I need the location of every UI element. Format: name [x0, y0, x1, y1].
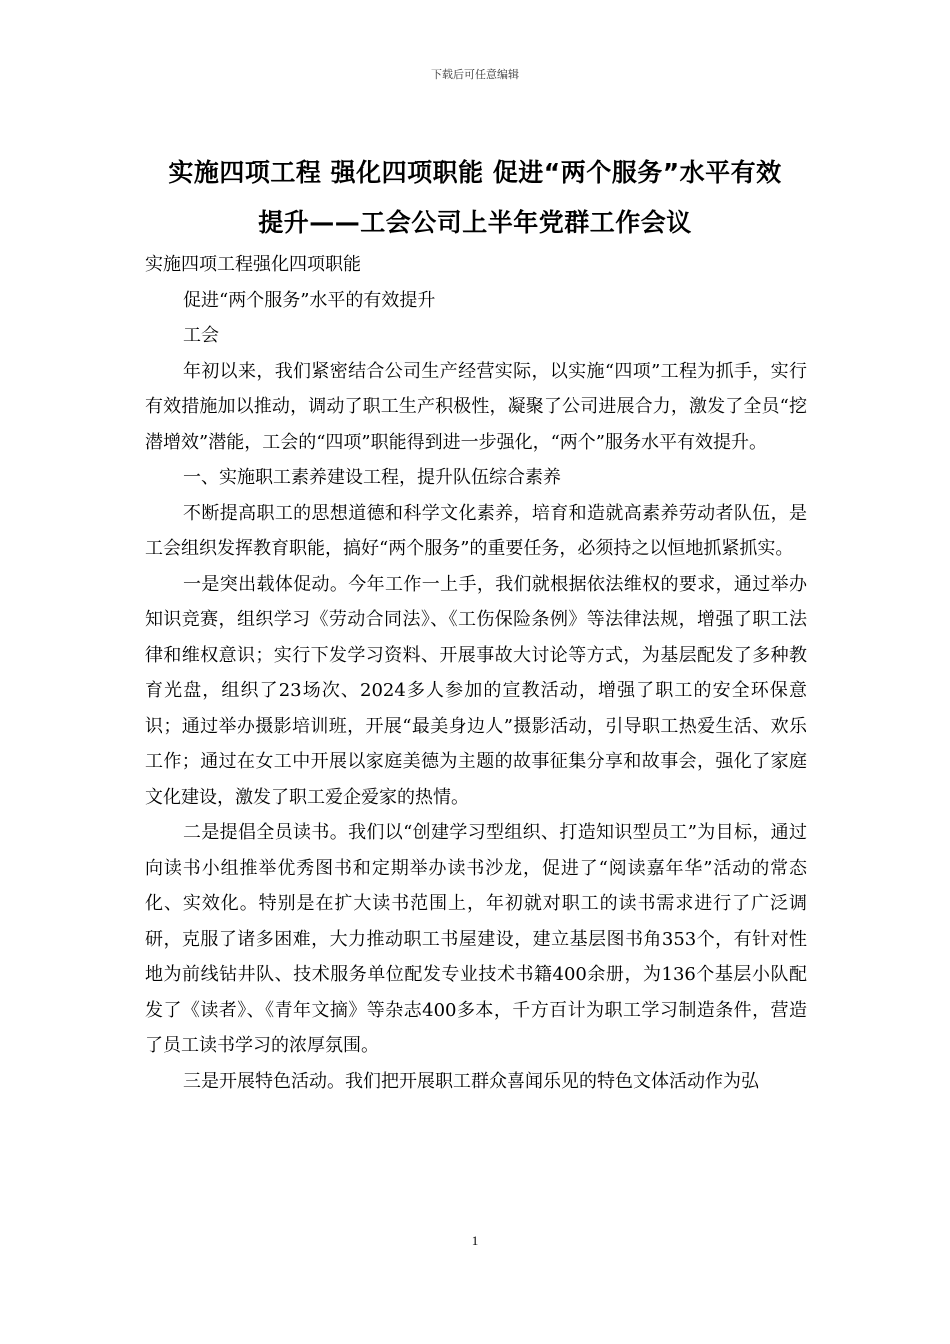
page-number: 1 [471, 1233, 479, 1248]
document-title-line-1: 实施四项工程 强化四项职能 促进“两个服务”水平有效 [168, 158, 782, 187]
author-line: 工会 [183, 325, 219, 346]
subtitle-line-2: 促进“两个服务”水平的有效提升 [183, 289, 436, 311]
subtitle-line: 实施四项工程强化四项职能 [145, 254, 361, 275]
paragraph: 二是提倡全员读书。我们以“创建学习型组织、打造知识型员工”为目标，通过向读书小组推举优秀图书和定期举办读书沙龙，促进了“阅读嘉年华”活动的常态化、实效化。特别是在扩大读书范围上，年初就对职工的读书需求进行了广泛调研，克服了诸多困难，大力推动职工书屋建设，建立基层图书角353个，有针对性地为前线钻井队、技术服务单位配发专业技术书籍400余册，为136个基层小队配发了《读者》、《青年文摘》等杂志400多本，千方百计为职工学习制造条件，营造了员工读书学习的浓厚氛围。 [145, 822, 807, 1056]
document-title-line-2: 提升——工会公司上半年党群工作会议 [258, 208, 692, 237]
paragraph: 三是开展特色活动。我们把开展职工群众喜闻乐见的特色文体活动作为弘 [183, 1070, 759, 1092]
header-note: 下载后可任意编辑 [431, 68, 519, 81]
document-body [145, 247, 807, 1099]
paragraph: 一是突出载体促动。今年工作一上手，我们就根据依法维权的要求，通过举办知识竞赛，组织学习《劳动合同法》、《工伤保险条例》等法律法规，增强了职工法律和维权意识；实行下发学习资料、开展事故大讨论等方式，为基层配发了多种教育光盘，组织了23场次、2024多人参加的宣教活动，增强了职工的安全环保意识；通过举办摄影培训班，开展“最美身边人”摄影活动，引导职工热爱生活、欢乐工作；通过在女工中开展以家庭美德为主题的故事征集分享和故事会，强化了家庭文化建设，激发了职工爱企爱家的热情。 [145, 573, 807, 808]
section-heading: 一、实施职工素养建设工程，提升队伍综合素养 [183, 467, 561, 488]
paragraph: 不断提高职工的思想道德和科学文化素养，培育和造就高素养劳动者队伍，是工会组织发挥教育职能，搞好“两个服务”的重要任务，必须持之以恒地抓紧抓实。 [145, 502, 807, 559]
paragraph-intro: 年初以来，我们紧密结合公司生产经营实际，以实施“四项”工程为抓手，实行有效措施加以推动，调动了职工生产积极性，凝聚了公司进展合力，激发了全员“挖潜增效”潜能，工会的“四项”职能得到进一步强化，“两个”服务水平有效提升。 [145, 360, 807, 453]
